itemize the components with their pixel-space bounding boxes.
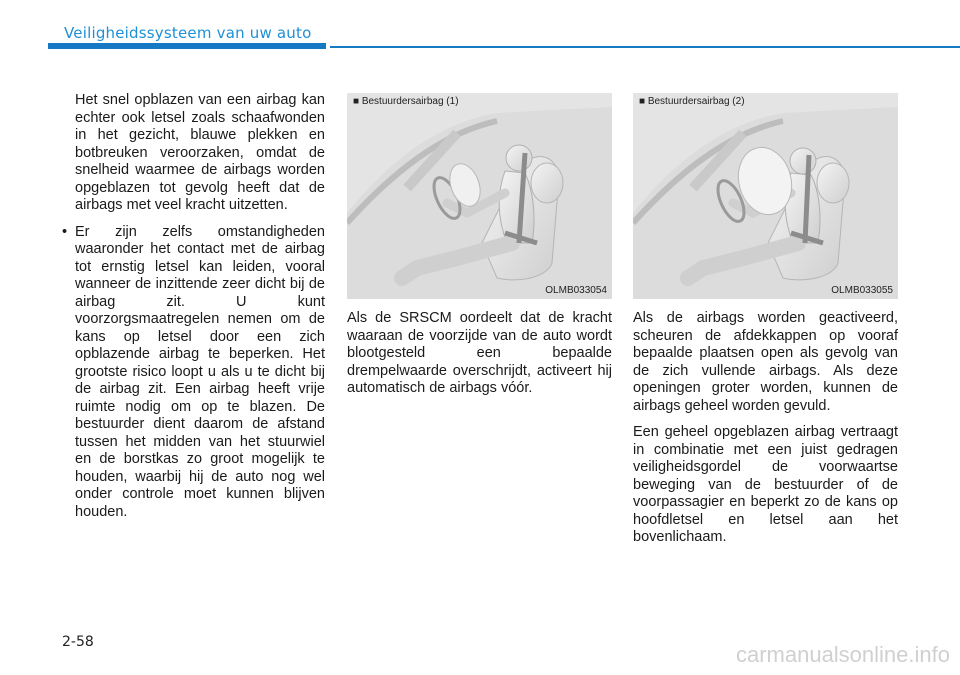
right-paragraph-1: Als de airbags worden geactiveerd, scheuren de afdekkappen op vooraf bepaalde plaatsen open als gevolg van de zich vullende airbags. Als deze openingen groter worden, kunnen de airbags geheel worden gevuld. — [633, 310, 898, 414]
page-number: 2-58 — [62, 634, 94, 650]
section-title: Veiligheidssysteem van uw auto — [64, 24, 312, 42]
header-bar-thin — [330, 46, 960, 48]
bullet-mark: • — [62, 223, 68, 240]
figure-2-caption: ■ Bestuurdersairbag (2) — [639, 96, 745, 107]
middle-column — [347, 310, 612, 407]
figure-1-caption: ■ Bestuurdersairbag (1) — [353, 96, 459, 107]
figure-airbag-2 — [633, 93, 898, 299]
airbag-2-illustration — [633, 93, 898, 299]
right-paragraph-2: Een geheel opgeblazen airbag vertraagt in combinatie met een juist gedragen veiligheidsgordel de voorwaartse beweging van de bestuurder of de voorpassagier en beperkt zo de kans op hoofdletsel en letsel aan het bovenlichaam. — [633, 424, 898, 545]
right-column — [633, 310, 898, 556]
figure-2-code: OLMB033055 — [831, 285, 893, 296]
left-bullet-1 — [62, 223, 325, 522]
airbag-1-illustration — [347, 93, 612, 299]
header-bar-thick — [48, 43, 326, 49]
watermark: carmanualsonline.info — [735, 642, 950, 667]
left-column — [62, 92, 325, 530]
left-bullet-1-text: Er zijn zelfs omstandigheden waaronder het contact met de airbag tot ernstig letsel kan leiden, vooral wanneer de inzittende zeer dicht bij de airbag zit. U kunt voorzorgsmaatregelen nemen om de kans op letsel door een zich opblazende airbag te beperken. Het grootste risico loopt u als u te dicht bij de airbag zit. Een airbag heeft vrije ruimte nodig om op te blazen. De bestuurder dient daarom de afstand tussen het midden van het stuurwiel en de borstkas zo groot mogelijk te houden, waarbij hij de auto nog wel onder controle moet kunnen blijven houden. — [75, 223, 325, 520]
figure-airbag-1 — [347, 93, 612, 299]
middle-paragraph-1: Als de SRSCM oordeelt dat de kracht waaraan de voorzijde van de auto wordt blootgesteld een bepaalde drempelwaarde overschrijdt, activeert hij automatisch de airbags vóór. — [347, 310, 612, 396]
left-paragraph-1: Het snel opblazen van een airbag kan echter ook letsel zoals schaafwonden in het gezicht, blauwe plekken en botbreuken veroorzaken, omdat de snelheid waarmee de airbags worden opgeblazen tot gevolg heeft dat de airbags met veel kracht uitzetten. — [75, 92, 325, 213]
figure-1-code: OLMB033054 — [545, 285, 607, 296]
